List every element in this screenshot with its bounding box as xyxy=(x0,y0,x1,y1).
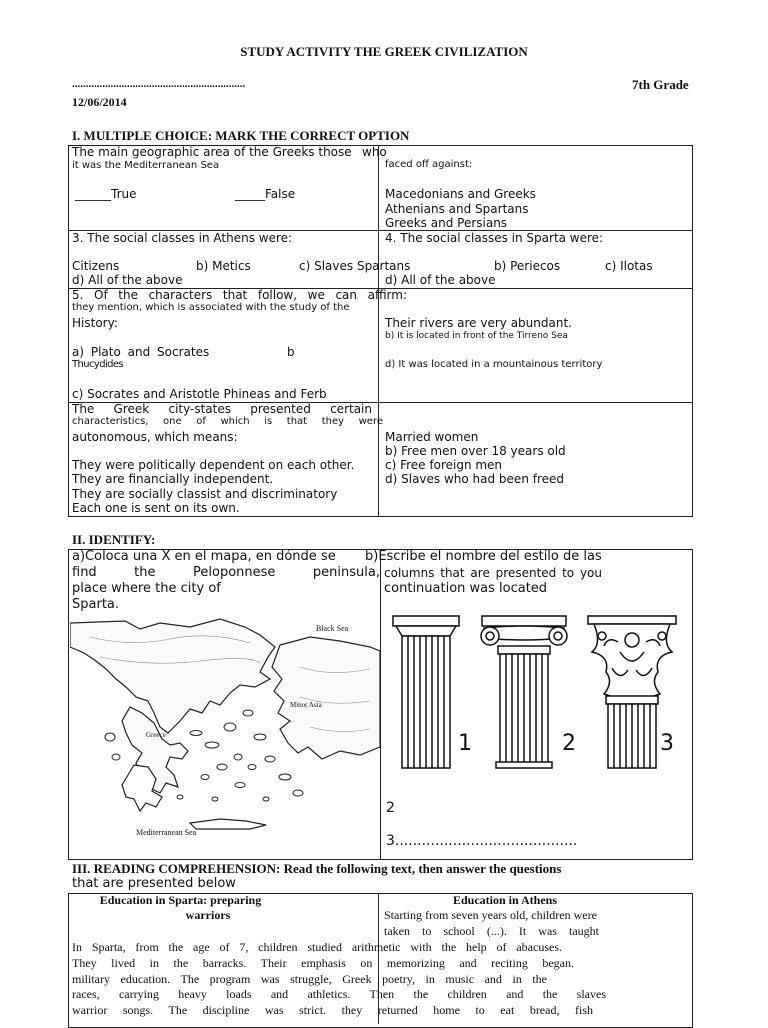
column-number-2: 2 xyxy=(562,731,576,756)
greece-map[interactable] xyxy=(70,617,380,842)
q7-line3: autonomous, which means: xyxy=(72,430,238,444)
q2-option-b[interactable]: Athenians and Spartans xyxy=(385,202,529,216)
identify-left-line2: find the Peloponnese peninsula, xyxy=(72,565,380,580)
q5-option-c[interactable]: c) Socrates and Aristotle Phineas and Ferb xyxy=(72,387,327,401)
q7-line1: The Greek city-states presented certain xyxy=(72,402,372,416)
identify-left-line3: place where the city of xyxy=(72,581,221,596)
q1-line1-tail: who xyxy=(362,145,387,159)
answer-line-2[interactable]: 2 xyxy=(386,800,395,816)
identify-right-line1: b)Escribe el nombre del estilo de las xyxy=(365,549,602,564)
map-label-black-sea: Black Sea xyxy=(316,624,349,633)
section3-heading-line xyxy=(72,861,561,877)
q7-option-2[interactable]: They are financially independent. xyxy=(72,472,274,486)
section3-heading-rest: Read the following text, then answer the questions xyxy=(283,861,562,876)
reading-body-line-2: They lived in the barracks. Their emphasis on memorizing and reciting began. xyxy=(72,956,574,970)
section1-heading: I. MULTIPLE CHOICE: MARK THE CORRECT OPTION xyxy=(72,128,410,143)
q7-option-3[interactable]: They are socially classist and discriminatory xyxy=(72,487,338,501)
q2-line1: faced off against: xyxy=(385,159,473,170)
q8-option-3[interactable]: c) Free foreign men xyxy=(385,458,503,472)
q5-line3: History: xyxy=(72,316,118,330)
reading-body-line-5: warrior songs. The discipline was strict. they returned home to eat bread, fish xyxy=(72,1003,593,1017)
q2-option-a[interactable]: Macedonians and Greeks xyxy=(385,187,536,201)
identify-right-line2: columns that are presented to you xyxy=(384,566,602,580)
q8-option-4[interactable]: d) Slaves who had been freed xyxy=(385,472,565,486)
answer-line-3[interactable]: 3......................................... xyxy=(386,833,578,849)
athens-line-2: taken to school (...). It was taught xyxy=(384,924,599,938)
q2-option-c[interactable]: Greeks and Persians xyxy=(385,216,508,230)
map-label-greece: Greece xyxy=(146,731,166,739)
q5-option-b2[interactable]: Thucydides xyxy=(72,359,124,370)
date-label: 12/06/2014 xyxy=(72,95,127,109)
q3-option-b[interactable]: b) Metics xyxy=(196,259,251,273)
q8-option-2[interactable]: b) Free men over 18 years old xyxy=(385,444,566,458)
identify-right-line3: continuation was located xyxy=(384,581,548,596)
reading-body-line-1: In Sparta, from the age of 7, children studied arithmetic with the help of abacuses. xyxy=(72,940,562,954)
section3-subheading: that are presented below xyxy=(72,876,236,891)
map-label-mediterranean-sea: Mediterranean Sea xyxy=(136,828,197,837)
page-title: STUDY ACTIVITY THE GREEK CIVILIZATION xyxy=(240,44,528,59)
q7-option-1[interactable]: They were politically dependent on each other. xyxy=(72,458,355,472)
q4-option-b[interactable]: b) Periecos xyxy=(494,259,561,273)
q4-question: 4. The social classes in Sparta were: xyxy=(385,231,604,245)
q3-option-a[interactable]: Citizens xyxy=(72,259,120,273)
q8-option-1[interactable]: Married women xyxy=(385,430,479,444)
sparta-title-2: warriors xyxy=(185,908,231,922)
q6-line1[interactable]: Their rivers are very abundant. xyxy=(385,316,572,330)
ionic-column-icon xyxy=(481,616,567,768)
q4-option-c[interactable]: c) Ilotas xyxy=(605,259,653,273)
q4-option-d[interactable]: d) All of the above xyxy=(385,273,496,287)
q1-false-option[interactable]: _____False xyxy=(235,187,296,201)
map-label-minor-asia: Minor Asia xyxy=(290,701,322,709)
q5-line2: they mention, which is associated with the study of the xyxy=(72,302,350,313)
q1-true-option[interactable]: ______True xyxy=(75,187,137,201)
section3-heading: III. READING COMPREHENSION: xyxy=(72,861,281,876)
q5-option-b[interactable]: b xyxy=(287,345,295,359)
greek-columns xyxy=(388,612,688,772)
doric-column-icon xyxy=(393,616,459,768)
reading-body-line-4: races, carrying heavy loads and athletics. Then the children and the slaves xyxy=(72,987,606,1001)
q5-line1: 5. Of the characters that follow, we can affirm: xyxy=(72,288,407,302)
athens-title: Education in Athens xyxy=(452,893,558,907)
identify-left-line4: Sparta. xyxy=(72,597,120,612)
column-number-1: 1 xyxy=(458,731,472,756)
q5-option-a[interactable]: a) Plato and Socrates xyxy=(72,345,210,359)
q3-option-c[interactable]: c) Slaves Spartans xyxy=(299,259,411,273)
reading-body-line-3: military education. The program was struggle, Greek poetry, in music and in the xyxy=(72,972,547,986)
q7-line2: characteristics, one of which is that they were xyxy=(72,416,383,427)
identify-left-line1: a)Coloca una X en el mapa, en dónde se xyxy=(72,549,336,564)
q1-line1: The main geographic area of the Greeks those xyxy=(72,145,352,159)
q1-line2: it was the Mediterranean Sea xyxy=(72,160,220,171)
anatolia xyxy=(272,637,380,759)
sparta-title-1: Education in Sparta: preparing xyxy=(99,893,262,907)
q3-option-d[interactable]: d) All of the above xyxy=(72,273,183,287)
q7-option-4[interactable]: Each one is sent on its own. xyxy=(72,501,240,515)
q3-question: 3. The social classes in Athens were: xyxy=(72,231,293,245)
athens-line-1: Starting from seven years old, children were xyxy=(384,908,597,922)
q6-line2[interactable]: b) It is located in front of the Tirreno Sea xyxy=(385,331,568,341)
grade-label: 7th Grade xyxy=(632,77,689,92)
q6-line3[interactable]: d) It was located in a mountainous territory xyxy=(385,359,603,370)
column-number-3: 3 xyxy=(660,731,674,756)
name-line: ............................................................... xyxy=(72,78,246,90)
section2-heading: II. IDENTIFY: xyxy=(72,532,156,547)
